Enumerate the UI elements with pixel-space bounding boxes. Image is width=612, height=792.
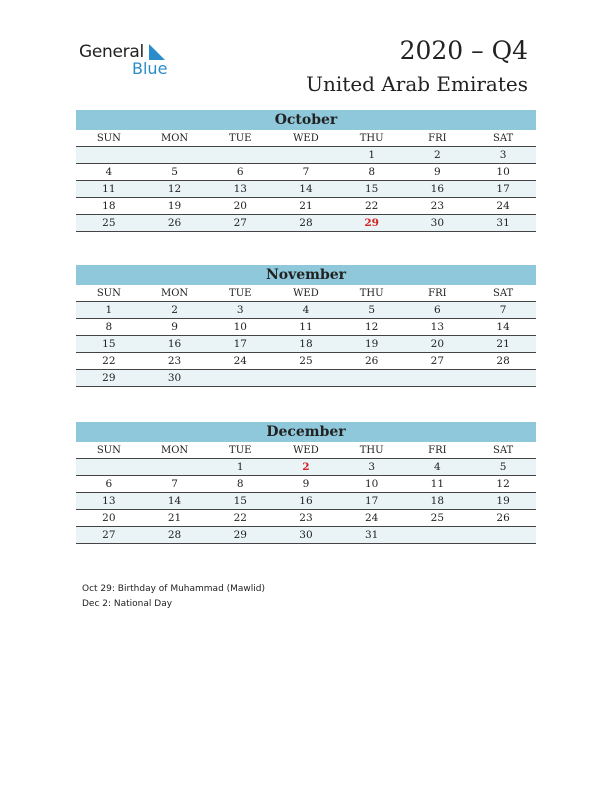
day-cell: 30 [405,215,471,232]
day-cell: 19 [142,198,208,215]
weekday-label: TUE [207,442,273,459]
day-cell: 8 [76,319,142,336]
weekday-label: FRI [405,442,471,459]
day-cell: 12 [339,319,405,336]
day-cell: 14 [142,493,208,510]
calendar-grid [76,442,536,544]
day-cell [470,370,536,387]
day-cell: 16 [405,181,471,198]
logo-triangle-icon [149,44,165,60]
day-cell: 23 [405,198,471,215]
day-cell: 8 [339,164,405,181]
day-cell: 20 [405,336,471,353]
day-cell [273,147,339,164]
week-row [76,493,536,510]
page-title-country: United Arab Emirates [306,72,528,96]
week-row [76,181,536,198]
weekday-label: MON [142,130,208,147]
day-cell: 16 [142,336,208,353]
day-cell: 1 [339,147,405,164]
month-title: November [76,265,536,285]
day-cell: 20 [207,198,273,215]
day-cell: 21 [273,198,339,215]
day-cell: 9 [273,476,339,493]
logo [79,42,189,82]
week-row [76,459,536,476]
day-cell: 18 [76,198,142,215]
weekday-label: SAT [470,442,536,459]
month-november [76,265,536,387]
day-cell: 21 [470,336,536,353]
day-cell: 31 [470,215,536,232]
day-cell: 27 [207,215,273,232]
day-cell: 2 [405,147,471,164]
day-cell: 24 [207,353,273,370]
weekday-label: TUE [207,130,273,147]
day-cell: 13 [405,319,471,336]
week-row [76,302,536,319]
weekday-label: MON [142,285,208,302]
day-cell: 8 [207,476,273,493]
day-cell: 18 [405,493,471,510]
day-cell: 18 [273,336,339,353]
day-cell: 1 [76,302,142,319]
day-cell: 15 [76,336,142,353]
logo-general-text: General [79,42,144,62]
day-cell: 29 [76,370,142,387]
day-cell: 7 [142,476,208,493]
month-title: December [76,422,536,442]
calendar-grid [76,130,536,232]
day-cell [339,370,405,387]
day-cell: 27 [405,353,471,370]
weekday-label: WED [273,130,339,147]
week-row [76,476,536,493]
week-row [76,198,536,215]
week-row [76,164,536,181]
day-cell: 30 [273,527,339,544]
logo-blue-text: Blue [132,59,168,78]
day-cell: 5 [339,302,405,319]
day-cell: 19 [470,493,536,510]
day-cell: 10 [207,319,273,336]
day-cell: 1 [207,459,273,476]
day-cell: 22 [207,510,273,527]
week-row [76,353,536,370]
weekday-label: TUE [207,285,273,302]
day-cell: 21 [142,510,208,527]
day-cell: 17 [339,493,405,510]
weekday-label: SAT [470,285,536,302]
day-cell: 5 [142,164,208,181]
week-row [76,147,536,164]
weekday-label: SAT [470,130,536,147]
day-cell: 24 [470,198,536,215]
day-cell: 12 [470,476,536,493]
day-cell [207,147,273,164]
day-cell: 13 [76,493,142,510]
day-cell [470,527,536,544]
day-cell [142,459,208,476]
day-cell: 6 [76,476,142,493]
day-cell: 17 [207,336,273,353]
month-december [76,422,536,544]
day-cell: 2 [142,302,208,319]
day-cell: 24 [339,510,405,527]
week-row [76,370,536,387]
weekday-label: THU [339,285,405,302]
day-cell: 5 [470,459,536,476]
weekday-header-row [76,442,536,459]
day-cell: 22 [76,353,142,370]
day-cell: 7 [273,164,339,181]
weekday-label: SUN [76,130,142,147]
day-cell: 27 [76,527,142,544]
day-cell: 10 [470,164,536,181]
day-cell: 25 [76,215,142,232]
day-cell: 14 [470,319,536,336]
weekday-label: THU [339,442,405,459]
holiday-notes [82,582,265,612]
week-row [76,527,536,544]
day-cell: 31 [339,527,405,544]
week-row [76,215,536,232]
day-cell: 4 [273,302,339,319]
day-cell: 19 [339,336,405,353]
day-cell [405,370,471,387]
day-cell: 3 [207,302,273,319]
weekday-label: FRI [405,285,471,302]
day-cell: 23 [273,510,339,527]
day-cell: 15 [207,493,273,510]
day-cell: 22 [339,198,405,215]
day-cell: 3 [470,147,536,164]
week-row [76,319,536,336]
month-title: October [76,110,536,130]
day-cell: 26 [470,510,536,527]
day-cell: 28 [470,353,536,370]
day-cell: 3 [339,459,405,476]
day-cell: 13 [207,181,273,198]
weekday-header-row [76,130,536,147]
day-cell [76,459,142,476]
day-cell: 20 [76,510,142,527]
holiday-note: Oct 29: Birthday of Muhammad (Mawlid) [82,584,266,594]
day-cell: 17 [470,181,536,198]
day-cell [405,527,471,544]
calendar-grid [76,285,536,387]
day-cell: 6 [405,302,471,319]
week-row [76,336,536,353]
day-cell: 2 [273,459,339,476]
day-cell: 9 [142,319,208,336]
day-cell: 4 [405,459,471,476]
day-cell: 26 [142,215,208,232]
day-cell: 16 [273,493,339,510]
day-cell: 26 [339,353,405,370]
weekday-label: THU [339,130,405,147]
day-cell: 25 [405,510,471,527]
day-cell: 6 [207,164,273,181]
day-cell: 28 [142,527,208,544]
day-cell [142,147,208,164]
day-cell [76,147,142,164]
day-cell: 28 [273,215,339,232]
holiday-note: Dec 2: National Day [82,599,173,609]
weekday-label: FRI [405,130,471,147]
day-cell: 4 [76,164,142,181]
day-cell: 7 [470,302,536,319]
day-cell: 11 [76,181,142,198]
weekday-label: WED [273,442,339,459]
day-cell: 11 [273,319,339,336]
day-cell: 15 [339,181,405,198]
weekday-label: MON [142,442,208,459]
weekday-label: SUN [76,442,142,459]
day-cell: 12 [142,181,208,198]
month-october [76,110,536,232]
weekday-label: SUN [76,285,142,302]
day-cell [207,370,273,387]
day-cell: 29 [207,527,273,544]
weekday-label: WED [273,285,339,302]
day-cell: 29 [339,215,405,232]
weekday-header-row [76,285,536,302]
day-cell: 14 [273,181,339,198]
day-cell: 30 [142,370,208,387]
day-cell: 11 [405,476,471,493]
week-row [76,510,536,527]
day-cell: 10 [339,476,405,493]
day-cell: 9 [405,164,471,181]
page-title-year: 2020 – Q4 [399,36,528,65]
day-cell: 25 [273,353,339,370]
day-cell: 23 [142,353,208,370]
day-cell [273,370,339,387]
